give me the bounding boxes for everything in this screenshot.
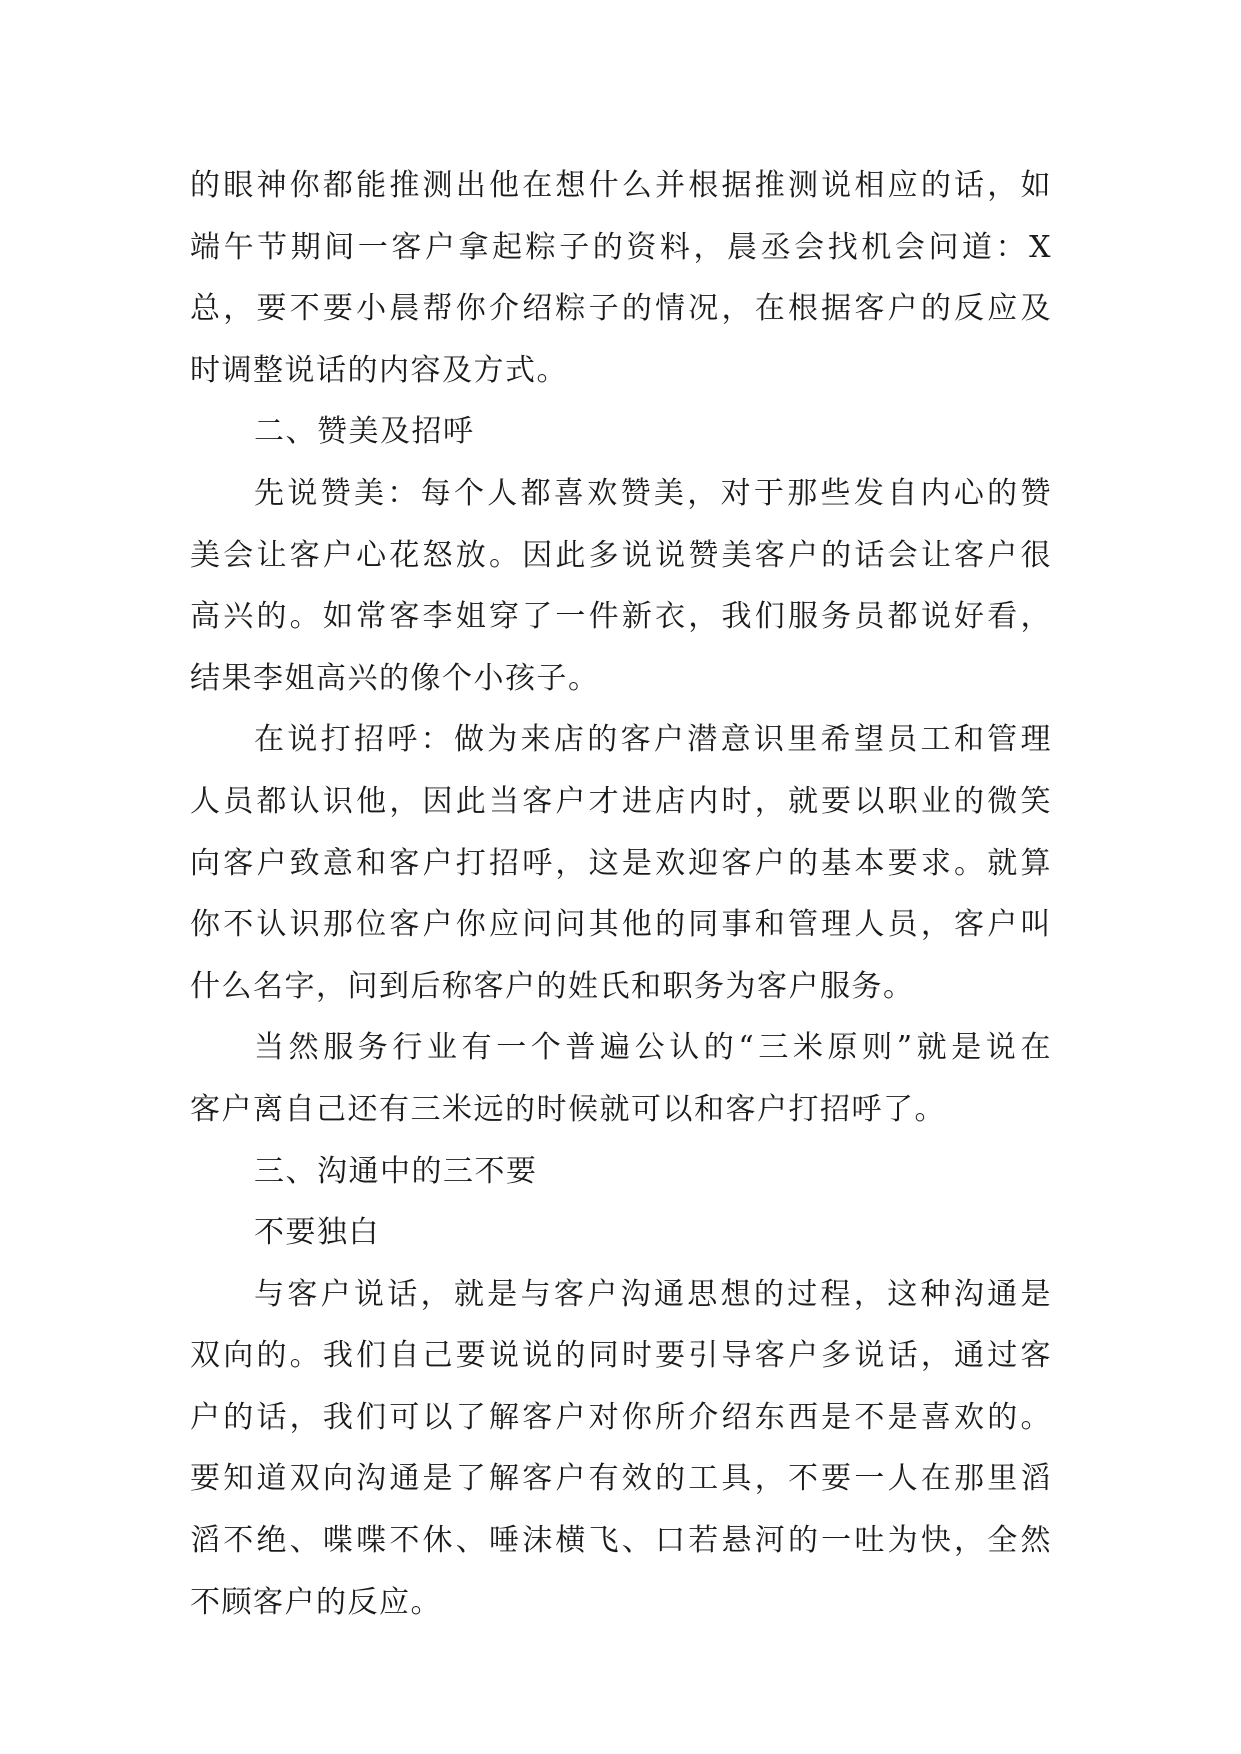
text-line: 要知道双向沟通是了解客户有效的工具，不要一人在那里滔	[190, 1461, 1052, 1497]
text-line: 人员都认识他，因此当客户才进店内时，就要以职业的微笑	[190, 783, 1052, 819]
text-line: 的眼神你都能推测出他在想什么并根据推测说相应的话，如	[190, 168, 1052, 203]
paragraph-first-line: 与客户说话，就是与客户沟通思想的过程，这种沟通是	[254, 1276, 1052, 1312]
text-line: 时调整说话的内容及方式。	[190, 352, 568, 388]
text-line: 什么名字，问到后称客户的姓氏和职务为客户服务。	[190, 968, 915, 1004]
paragraph-first-line: 不要独白	[254, 1215, 380, 1251]
text-line: 美会让客户心花怒放。因此多说说赞美客户的话会让客户很	[190, 537, 1052, 573]
paragraph-first-line: 在说打招呼：做为来店的客户潜意识里希望员工和管理	[254, 722, 1052, 758]
text-line: 客户离自己还有三米远的时候就可以和客户打招呼了。	[190, 1091, 946, 1127]
text-line: 向客户致意和客户打招呼，这是欢迎客户的基本要求。就算	[190, 845, 1052, 881]
paragraph-first-line: 先说赞美：每个人都喜欢赞美，对于那些发自内心的赞	[254, 475, 1052, 511]
text-line: 双向的。我们自己要说说的同时要引导客户多说话，通过客	[190, 1338, 1052, 1374]
text-line: 端午节期间一客户拿起粽子的资料，晨丞会找机会问道：X	[190, 229, 1052, 265]
paragraph-first-line: 三、沟通中的三不要	[254, 1153, 538, 1189]
text-line: 滔不绝、喋喋不休、唾沫横飞、口若悬河的一吐为快，全然	[190, 1523, 1052, 1559]
text-line: 总，要不要小晨帮你介绍粽子的情况，在根据客户的反应及	[190, 291, 1052, 327]
text-line: 结果李姐高兴的像个小孩子。	[190, 660, 600, 696]
text-line: 户的话，我们可以了解客户对你所介绍东西是不是喜欢的。	[190, 1399, 1052, 1435]
text-line: 你不认识那位客户你应问问其他的同事和管理人员，客户叫	[190, 907, 1052, 943]
document-body	[190, 155, 1052, 1633]
text-line: 高兴的。如常客李姐穿了一件新衣，我们服务员都说好看，	[190, 599, 1052, 635]
text-line: 不顾客户的反应。	[190, 1584, 442, 1620]
paragraph-first-line: 二、赞美及招呼	[254, 414, 475, 450]
paragraph-first-line: 当然服务行业有一个普遍公认的“三米原则”就是说在	[254, 1030, 1052, 1066]
